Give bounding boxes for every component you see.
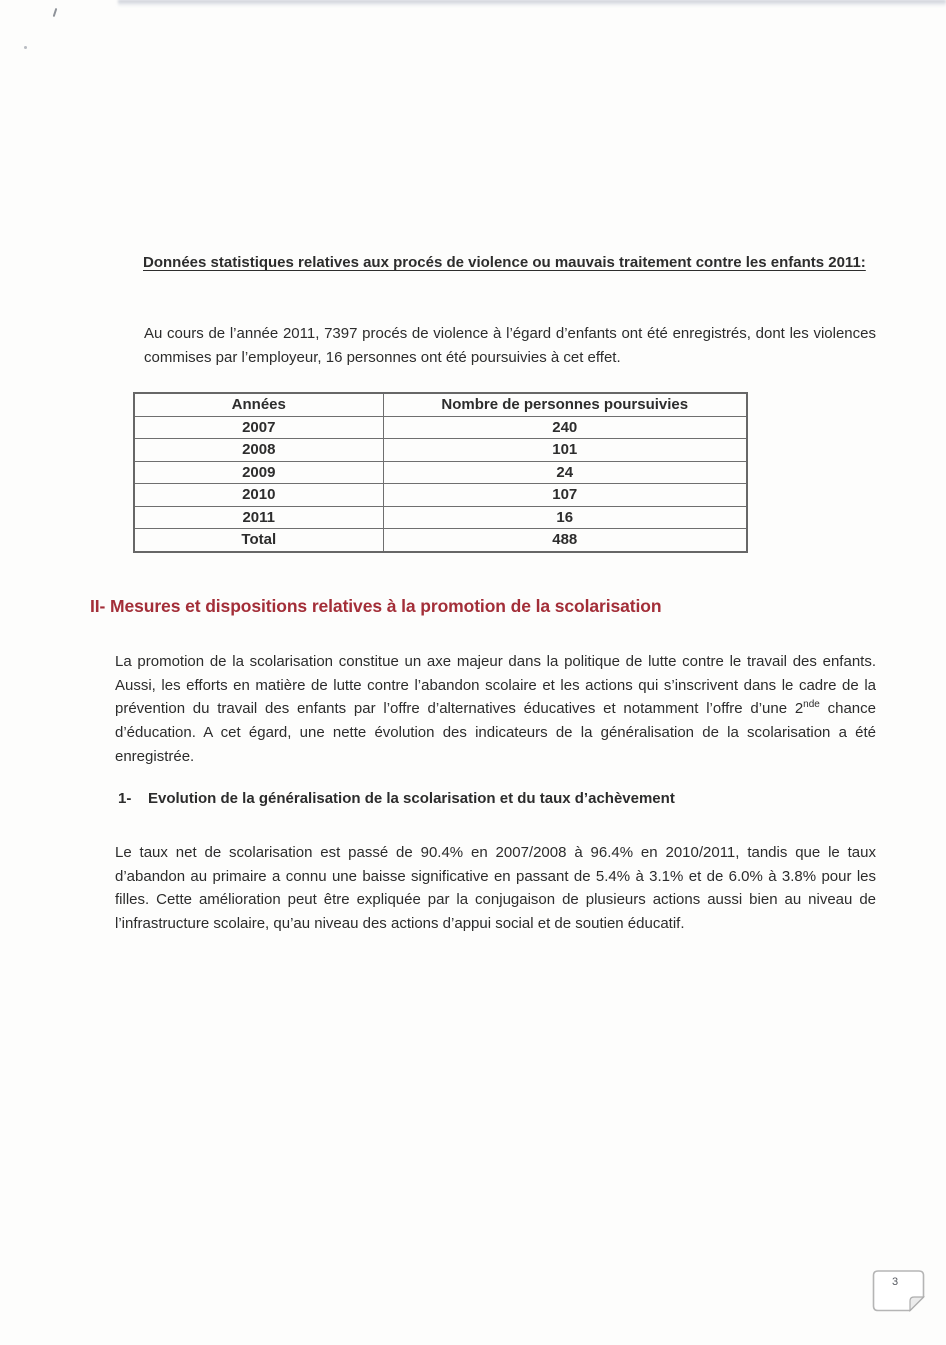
table-header-nombre: Nombre de personnes poursuivies	[383, 393, 747, 416]
total-label-cell: Total	[134, 529, 383, 552]
intro-paragraph: Au cours de l’année 2011, 7397 procés de violence à l’égard d’enfants ont été enregistrés, dont les violences commises par l’employeur, 16 personnes ont été poursuivies à cet effet.	[144, 325, 876, 366]
scan-stray-mark	[24, 46, 27, 49]
table-row	[134, 461, 747, 484]
intro-heading: Données statistiques relatives aux procés de violence ou mauvais traitement contre les enfants 2011:	[143, 254, 866, 271]
superscript-nde: nde	[803, 699, 820, 711]
scolarisation-paragraph	[115, 650, 876, 769]
scan-stray-mark	[53, 8, 58, 17]
rates-paragraph: Le taux net de scolarisation est passé de 90.4% en 2007/2008 à 96.4% en 2010/2011, tandis que le taux d’abandon au primaire a connu une baisse significative en passant de 5.4% à 3.1% et de 6.0% à 3.8% pour les filles. Cette amélioration peut être expliquée par la conjugaison de plusieurs actions aussi bien au niveau de l’infrastructure scolaire, qu’au niveau des actions d’appui social et de soutien éducatif.	[115, 844, 876, 933]
section-ii-heading: II- Mesures et dispositions relatives à la promotion de la scolarisation	[90, 596, 662, 616]
statistics-table	[133, 392, 748, 553]
table-row	[134, 416, 747, 439]
table-header-annees: Années	[134, 393, 383, 416]
scolarisation-paragraph-part1: La promotion de la scolarisation constitue un axe majeur dans la politique de lutte contre le travail des enfants. Aussi, les efforts en matière de lutte contre l’abandon scolaire et les actions qui s’inscrivent dans le cadre de la prévention du travail des enfants par l’offre d’alternatives éducatives et notamment l’offre d’une 2	[115, 653, 876, 718]
table-total-row	[134, 529, 747, 552]
table-row	[134, 506, 747, 529]
scolarisation-paragraph-part2: chance d’éducation. A cet égard, une nette évolution des indicateurs de la généralisation de la scolarisation a été enregistrée.	[115, 700, 876, 765]
table-row	[134, 484, 747, 507]
subsection-number: 1-	[118, 790, 132, 807]
count-cell: 107	[383, 484, 747, 507]
year-cell: 2010	[134, 484, 383, 507]
page-number-box	[872, 1269, 926, 1313]
scan-artifact-top-band	[118, 0, 946, 7]
year-cell: 2011	[134, 506, 383, 529]
count-cell: 16	[383, 506, 747, 529]
table-header-row	[134, 393, 747, 416]
count-cell: 101	[383, 439, 747, 462]
year-cell: 2009	[134, 461, 383, 484]
count-cell: 24	[383, 461, 747, 484]
total-count-cell: 488	[383, 529, 747, 552]
subsection-title: Evolution de la généralisation de la scolarisation et du taux d’achèvement	[148, 790, 675, 807]
subsection-1-heading	[118, 790, 675, 807]
count-cell: 240	[383, 416, 747, 439]
table-row	[134, 439, 747, 462]
page-number: 3	[891, 1276, 899, 1288]
year-cell: 2007	[134, 416, 383, 439]
year-cell: 2008	[134, 439, 383, 462]
